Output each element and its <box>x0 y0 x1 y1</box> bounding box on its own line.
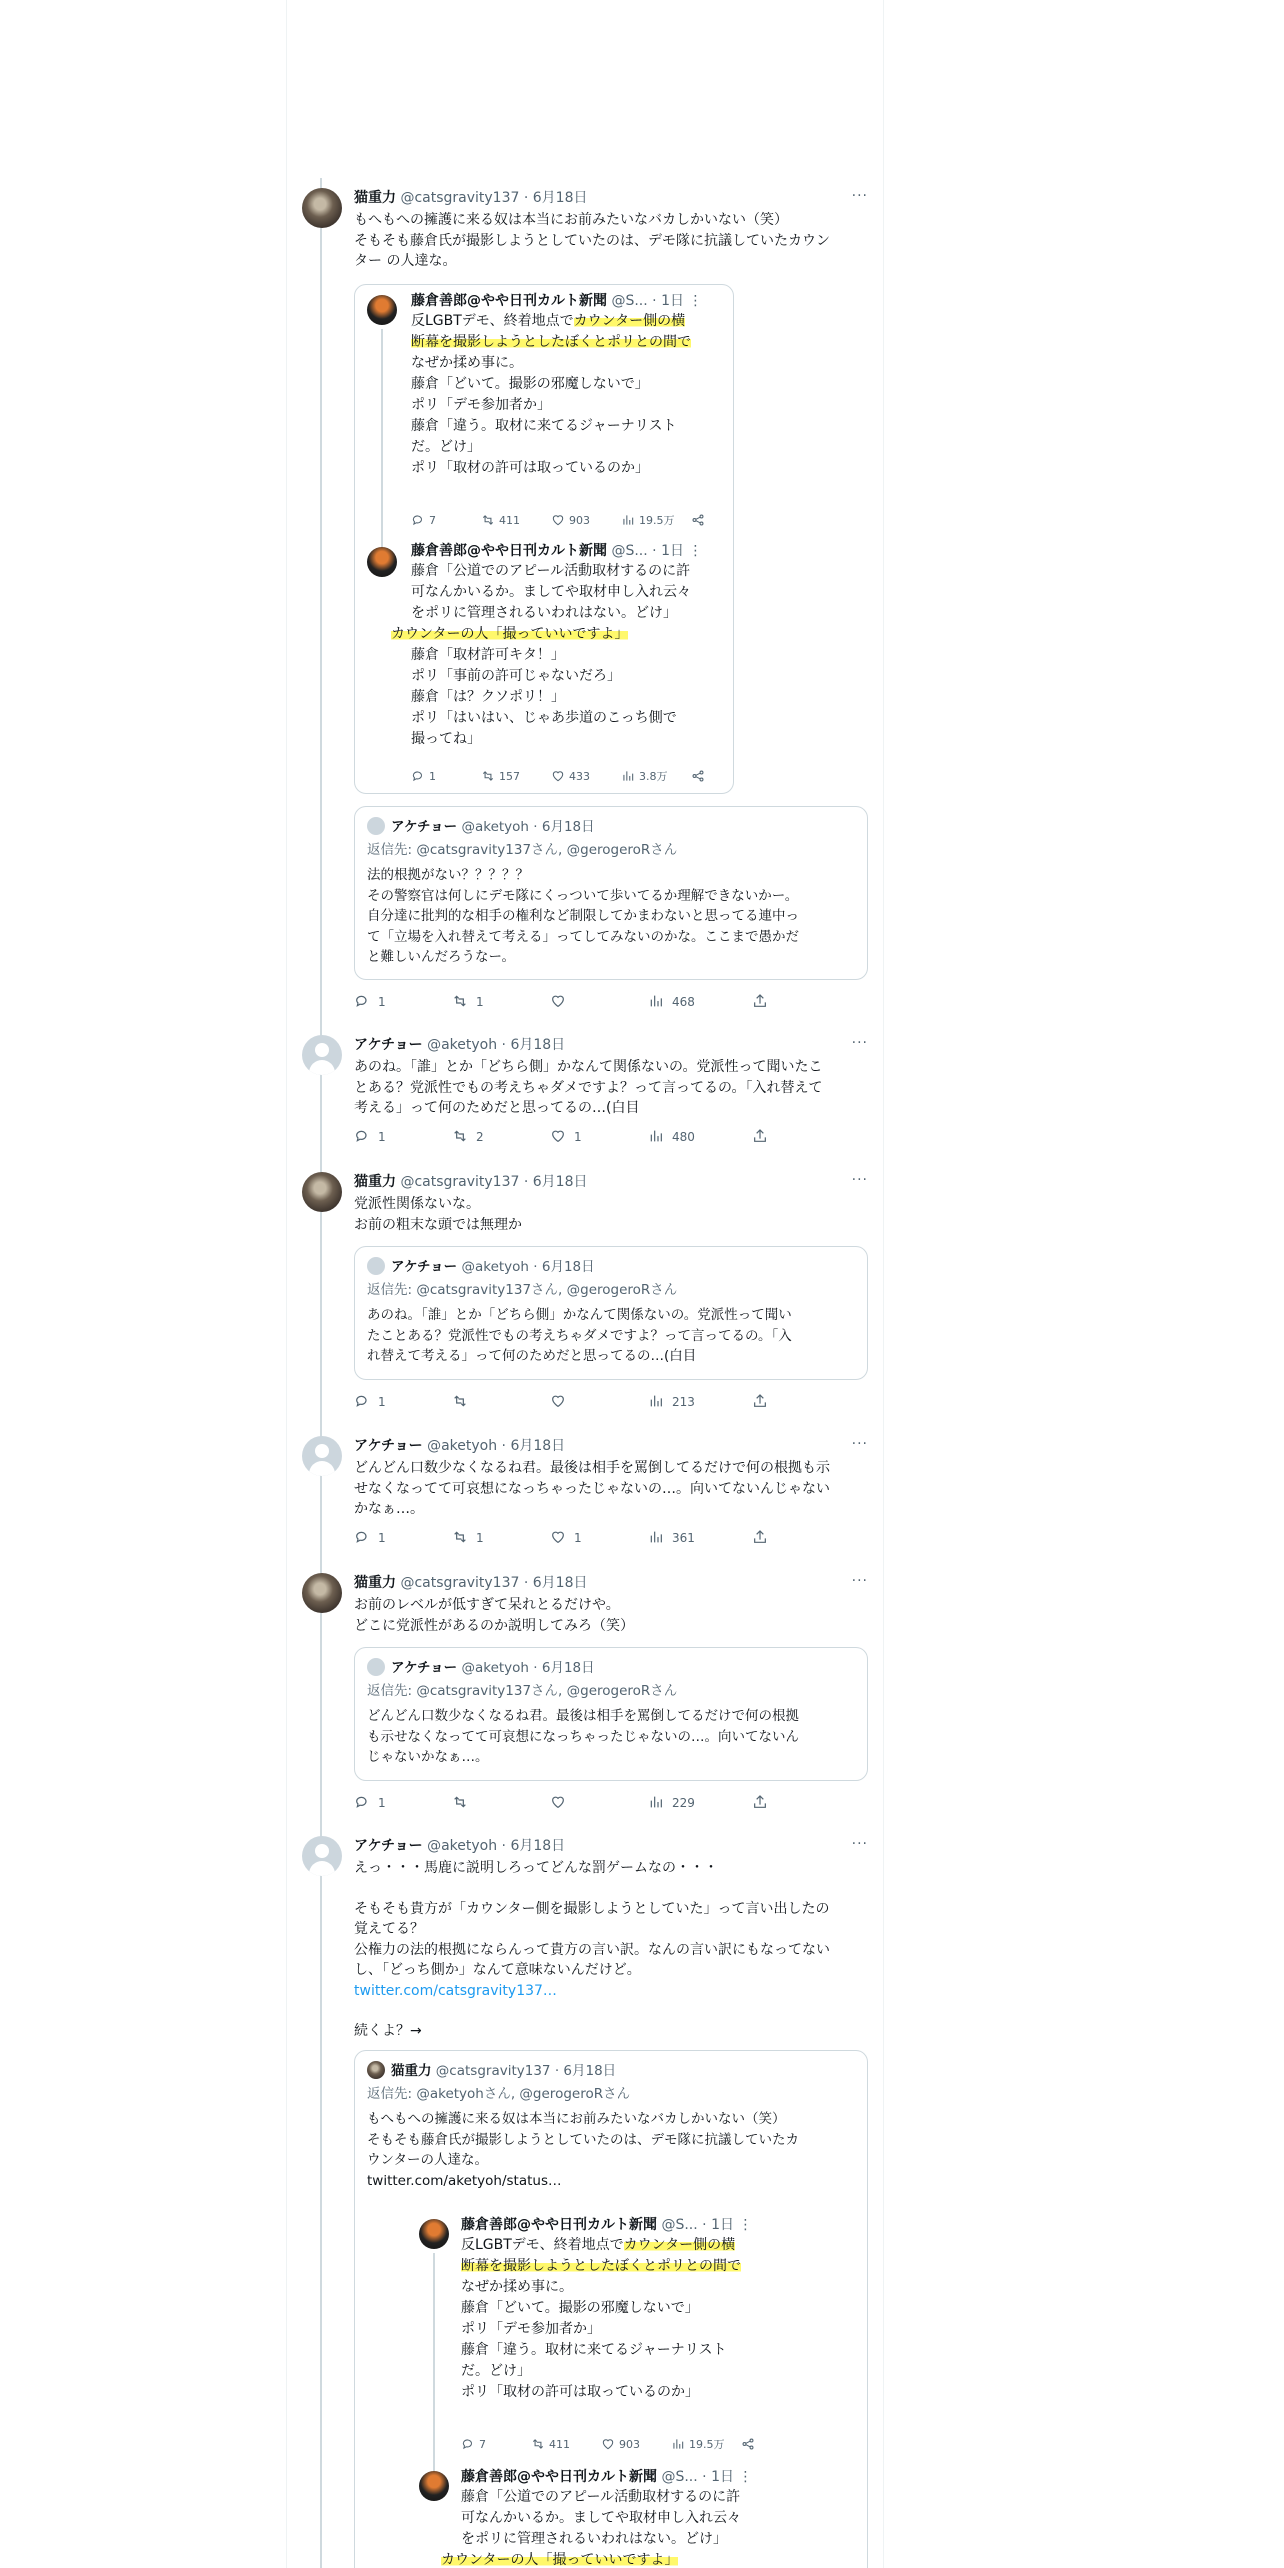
handle[interactable]: @catsgravity137 <box>400 1174 520 1190</box>
reply-button[interactable]: 1 <box>354 1127 386 1147</box>
views-icon <box>621 769 635 783</box>
views-icon <box>671 2437 685 2451</box>
reply-button[interactable]: 1 <box>354 1793 386 1813</box>
views-button[interactable]: 361 <box>648 1528 695 1548</box>
views-icon <box>648 1128 664 1144</box>
avatar <box>419 2219 449 2249</box>
reply-button[interactable]: 1 <box>354 1392 386 1412</box>
more-horizontal-icon[interactable]: ··· <box>851 1836 868 1852</box>
reply-icon <box>354 1128 370 1144</box>
more-horizontal-icon[interactable]: ··· <box>851 1035 868 1051</box>
share-button[interactable] <box>752 1528 776 1548</box>
avatar <box>367 547 397 577</box>
like-button[interactable] <box>550 1793 574 1813</box>
embed-text: 藤倉「公道でのアピール活動取材するのに許 可なんかいるか。ましてや取材申し入れ云々 をポリに管理されるいわれはない。どけ」 カウンターの人「撮っていいですよ」 <box>441 2489 741 2568</box>
timestamp[interactable]: 6月18日 <box>532 190 588 206</box>
heart-icon <box>551 513 565 527</box>
heart-icon <box>601 2437 615 2451</box>
display-name[interactable]: アケチョー <box>354 1438 423 1454</box>
retweet-icon <box>452 1393 468 1409</box>
display-name[interactable]: アケチョー <box>354 1838 423 1854</box>
heart-icon <box>550 993 566 1009</box>
display-name[interactable]: アケチョー <box>354 1037 423 1053</box>
reply-button[interactable]: 1 <box>354 992 386 1012</box>
tweet-actions <box>354 1528 794 1548</box>
share-icon <box>691 769 705 783</box>
avatar[interactable] <box>302 1836 342 1876</box>
embed-text: 反LGBTデモ、終着地点でカウンター側の横 断幕を撮影しようとしたぼくとポリとの間で なぜか揉め事に。 藤倉「どいて。撮影の邪魔しないで」 ポリ「デモ参加者か」 藤倉「違う。取材に来てるジャーナリスト だ。どけ」 ポリ「取材の許可は取っているのか」 <box>461 2237 741 2400</box>
like-button[interactable]: 1 <box>550 1127 582 1147</box>
quoted-tweet[interactable]: アケチョー @aketyoh · 6月18日 返信先: @catsgravity137さん, @gerogeroRさん あのね。「誰」とか「どちら側」かなんて関係ないの。党派性って聞い たことある？党派性でもの考えちゃダメですよ？って言ってるの。「入 れ替えて考える」って何のためだと思ってるの…(白目 <box>354 1246 868 1380</box>
retweet-icon <box>452 1128 468 1144</box>
handle[interactable]: @aketyoh <box>427 1838 498 1854</box>
views-button[interactable]: 229 <box>648 1793 695 1813</box>
avatar[interactable] <box>302 1035 342 1075</box>
display-name[interactable]: 猫重力 <box>354 190 396 206</box>
quote-text: もへもへの擁護に来る奴は本当にお前みたいなバカしかいない（笑） そもそも藤倉氏が撮影しようとしていたのは、デモ隊に抗議していたカ ウンターの人達な。 twitter.com/aketyoh/status… <box>367 2111 799 2189</box>
retweet-button[interactable] <box>452 1793 476 1813</box>
tweet-header: アケチョー @aketyoh · 6月18日 <box>354 1438 566 1454</box>
retweet-icon <box>481 513 495 527</box>
quoted-tweet[interactable]: アケチョー @aketyoh · 6月18日 返信先: @catsgravity137さん, @gerogeroRさん どんどん口数少なくなるね君。最後は相手を罵倒してるだけで何の根拠 も示せなくなってて可哀想になっちゃったじゃないの…。向いてないん じゃないかなぁ…。 <box>354 1647 868 1781</box>
tweet-actions <box>354 1127 794 1147</box>
share-button[interactable] <box>752 1793 776 1813</box>
reply-to: 返信先: @aketyohさん, @gerogeroRさん <box>367 2086 631 2102</box>
tweet-actions <box>354 992 794 1012</box>
reply-to: 返信先: @catsgravity137さん, @gerogeroRさん <box>367 1282 678 1298</box>
embedded-screenshot <box>419 2211 799 2568</box>
retweet-icon <box>452 993 468 1009</box>
embed-text: 藤倉「公道でのアピール活動取材するのに許 可なんかいるか。ましてや取材申し入れ云々 をポリに管理されるいわれはない。どけ」 カウンターの人「撮っていいですよ」 藤倉「取材許可キタ！」 ポリ「事前の許可じゃないだろ」 藤倉「は？クソポリ！」 ポリ「はいはい、じゃあ歩道のこっち側で 撮ってね」 <box>391 563 691 747</box>
avatar <box>367 1257 385 1275</box>
views-button[interactable]: 480 <box>648 1127 695 1147</box>
embed-header: 藤倉善郎@やや日刊カルト新聞 @S... · 1日 ⋮ <box>411 543 703 559</box>
reply-icon <box>461 2437 475 2451</box>
avatar <box>367 295 397 325</box>
heart-icon <box>550 1128 566 1144</box>
tweet[interactable] <box>302 1573 868 1813</box>
share-icon <box>752 1794 768 1810</box>
like-button[interactable] <box>550 1392 574 1412</box>
avatar <box>367 1658 385 1676</box>
avatar[interactable] <box>302 188 342 228</box>
timestamp[interactable]: 6月18日 <box>532 1575 588 1591</box>
avatar[interactable] <box>302 1573 342 1613</box>
timestamp[interactable]: 6月18日 <box>532 1174 588 1190</box>
tweet-header: 猫重力 @catsgravity137 · 6月18日 <box>354 190 588 206</box>
retweet-button[interactable]: 1 <box>452 992 484 1012</box>
views-icon <box>648 1393 664 1409</box>
views-icon <box>648 1794 664 1810</box>
retweet-button[interactable] <box>452 1392 476 1412</box>
more-vertical-icon: ⋮ <box>738 2469 753 2485</box>
tweet[interactable] <box>302 1035 868 1155</box>
reply-icon <box>411 513 425 527</box>
share-icon <box>752 1529 768 1545</box>
quote-text: どんどん口数少なくなるね君。最後は相手を罵倒してるだけで何の根拠 も示せなくなってて可哀想になっちゃったじゃないの…。向いてないん じゃないかなぁ…。 <box>367 1708 799 1765</box>
retweet-icon <box>481 769 495 783</box>
avatar[interactable] <box>302 1172 342 1212</box>
heart-icon <box>550 1393 566 1409</box>
more-vertical-icon: ⋮ <box>688 293 703 309</box>
share-button[interactable] <box>752 1127 776 1147</box>
views-button[interactable]: 468 <box>648 992 695 1012</box>
heart-icon <box>550 1529 566 1545</box>
tweet-actions <box>354 1392 794 1412</box>
reply-icon <box>411 769 425 783</box>
like-button[interactable]: 1 <box>550 1528 582 1548</box>
more-horizontal-icon[interactable]: ··· <box>851 188 868 204</box>
timestamp[interactable]: 6月18日 <box>510 1037 566 1053</box>
tweet-text: 党派性関係ないな。 お前の粗末な頭では無理か <box>354 1196 522 1233</box>
tweet-text: あのね。「誰」とか「どちら側」かなんて関係ないの。党派性って聞いたこ とある？党派性でもの考えちゃダメですよ？って言ってるの。「入れ替えて 考える」って何のためだと思ってるの…(白目 <box>354 1059 823 1116</box>
thread-connector-line <box>433 2253 435 2473</box>
retweet-button[interactable]: 1 <box>452 1528 484 1548</box>
timestamp[interactable]: 6月18日 <box>510 1438 566 1454</box>
reply-icon <box>354 1529 370 1545</box>
like-button[interactable] <box>550 992 574 1012</box>
tweet-actions <box>354 1793 794 1813</box>
handle[interactable]: @aketyoh <box>427 1037 498 1053</box>
embed-header: 藤倉善郎@やや日刊カルト新聞 @S... · 1日 ⋮ <box>461 2469 753 2485</box>
reply-to: 返信先: @catsgravity137さん, @gerogeroRさん <box>367 1683 678 1699</box>
quoted-tweet[interactable]: アケチョー @aketyoh · 6月18日 返信先: @catsgravity137さん, @gerogeroRさん 法的根拠がない？？？？？ その警察官は何しにデモ隊にくっついて歩いてるか理解できないかー。 自分達に批判的な相手の権利など制限してかまわないと思ってる連中っ て「立場を入れ替えて考える」ってしてみないのかな。ここまで愚かだ と難しいんだろうなー。 <box>354 806 868 980</box>
tweet-header: 猫重力 @catsgravity137 · 6月18日 <box>354 1174 588 1190</box>
retweet-icon <box>531 2437 545 2451</box>
thread-connector-line <box>381 329 383 549</box>
avatar <box>419 2471 449 2501</box>
quoted-tweet[interactable]: 猫重力 @catsgravity137 · 6月18日 返信先: @aketyohさん, @gerogeroRさん もへもへの擁護に来る奴は本当にお前みたいなバカしかいない（笑） そもそも藤倉氏が撮影しようとしていたのは、デモ隊に抗議していたカ ウンターの人達な。 twitter.com/aketyoh/status… 藤倉善郎@やや日刊カルト新聞 @S... · 1日 ⋮ 反LGBTデモ、終着地点でカウンター側の横 断幕を撮影しようとしたぼくとポリとの間で なぜか揉め事に。 藤倉「どいて。撮影の邪魔しないで」 ポリ「デモ参加者か」 藤倉「違う。取材に来てるジャーナリスト だ。どけ」 ポリ「取材の許可は取っているのか」 7 411 903 19.5万 藤倉善郎@やや日刊カルト新聞 @S... · 1日 ⋮ 藤倉「公道でのアピール活動取材するのに許 可なんかいるか。ましてや取材申し入れ云々 をポリに管理されるいわれはない。どけ」 カウンターの人「撮っていいですよ」 <box>354 2050 868 2568</box>
reply-to: 返信先: @catsgravity137さん, @gerogeroRさん <box>367 842 678 858</box>
embed-header: 藤倉善郎@やや日刊カルト新聞 @S... · 1日 ⋮ <box>411 293 703 309</box>
tweet-text: えっ・・・馬鹿に説明しろってどんな罰ゲームなの・・・ そもそも貴方が「カウンター側を撮影しようとしていた」って言い出したの 覚えてる？ 公権力の法的根拠にならんって貴方の言い訳。なんの言い訳にもなってない し、「どっち側か」なんて意味ないんだけど。 twitter.com/catsgravity137… 続くよ？→ <box>354 1860 830 2039</box>
retweet-icon <box>452 1529 468 1545</box>
embed-text: 反LGBTデモ、終着地点でカウンター側の横 断幕を撮影しようとしたぼくとポリとの間で なぜか揉め事に。 藤倉「どいて。撮影の邪魔しないで」 ポリ「デモ参加者か」 藤倉「違う。取材に来てるジャーナリスト だ。どけ」 ポリ「取材の許可は取っているのか」 <box>411 313 691 476</box>
reply-icon <box>354 1393 370 1409</box>
share-button[interactable] <box>752 1392 776 1412</box>
retweet-icon <box>452 1794 468 1810</box>
reply-icon <box>354 993 370 1009</box>
quote-text: 法的根拠がない？？？？？ その警察官は何しにデモ隊にくっついて歩いてるか理解できないかー。 自分達に批判的な相手の権利など制限してかまわないと思ってる連中っ て「立場を入れ替えて考える」ってしてみないのかな。ここまで愚かだ と難しいんだろうなー。 <box>367 867 799 965</box>
tweet[interactable] <box>302 1436 868 1556</box>
heart-icon <box>550 1794 566 1810</box>
timestamp[interactable]: 6月18日 <box>510 1838 566 1854</box>
views-icon <box>648 1529 664 1545</box>
tweet-header: アケチョー @aketyoh · 6月18日 <box>354 1037 566 1053</box>
more-horizontal-icon[interactable]: ··· <box>851 1436 868 1452</box>
tweet-header: アケチョー @aketyoh · 6月18日 <box>354 1838 566 1854</box>
heart-icon <box>551 769 565 783</box>
views-button[interactable]: 213 <box>648 1392 695 1412</box>
tweet-text: お前のレベルが低すぎて呆れとるだけや。 どこに党派性があるのか説明してみろ（笑） <box>354 1597 634 1634</box>
more-vertical-icon: ⋮ <box>688 543 703 559</box>
share-button[interactable] <box>752 992 776 1012</box>
quote-text: あのね。「誰」とか「どちら側」かなんて関係ないの。党派性って聞い たことある？党派性でもの考えちゃダメですよ？って言ってるの。「入 れ替えて考える」って何のためだと思ってるの…(白目 <box>367 1307 792 1364</box>
share-icon <box>752 1128 768 1144</box>
reply-button[interactable]: 1 <box>354 1528 386 1548</box>
share-icon <box>741 2437 755 2451</box>
avatar[interactable] <box>302 1436 342 1476</box>
more-vertical-icon: ⋮ <box>738 2217 753 2233</box>
handle[interactable]: @catsgravity137 <box>400 190 520 206</box>
reply-icon <box>354 1794 370 1810</box>
display-name[interactable]: 猫重力 <box>354 1575 396 1591</box>
embed-header: 藤倉善郎@やや日刊カルト新聞 @S... · 1日 ⋮ <box>461 2217 753 2233</box>
handle[interactable]: @catsgravity137 <box>400 1575 520 1591</box>
views-icon <box>648 993 664 1009</box>
share-icon <box>752 1393 768 1409</box>
share-icon <box>752 993 768 1009</box>
tweet-header: 猫重力 @catsgravity137 · 6月18日 <box>354 1575 588 1591</box>
tweet[interactable] <box>302 188 868 1018</box>
avatar <box>367 2061 385 2079</box>
tweet[interactable] <box>302 1172 868 1412</box>
embedded-screenshot <box>354 284 734 794</box>
avatar <box>367 817 385 835</box>
more-horizontal-icon[interactable]: ··· <box>851 1172 868 1188</box>
embed-actions: 7 411 903 19.5万 <box>461 2435 761 2453</box>
more-horizontal-icon[interactable]: ··· <box>851 1573 868 1589</box>
share-icon <box>691 513 705 527</box>
tweet-text: もへもへの擁護に来る奴は本当にお前みたいなバカしかいない（笑） そもそも藤倉氏が撮影しようとしていたのは、デモ隊に抗議していたカウン ター の人達な。 <box>354 212 830 269</box>
handle[interactable]: @aketyoh <box>427 1438 498 1454</box>
embed-actions: 7 411 903 19.5万 <box>411 511 711 529</box>
tweet[interactable] <box>302 1836 868 2568</box>
display-name[interactable]: 猫重力 <box>354 1174 396 1190</box>
retweet-button[interactable]: 2 <box>452 1127 484 1147</box>
views-icon <box>621 513 635 527</box>
tweet-link[interactable]: twitter.com/catsgravity137… <box>354 1982 557 1999</box>
tweet-text: どんどん口数少なくなるね君。最後は相手を罵倒してるだけで何の根拠も示 せなくなってて可哀想になっちゃったじゃないの…。向いてないんじゃない かなぁ…。 <box>354 1460 830 1517</box>
embed-actions: 1 157 433 3.8万 <box>411 767 711 785</box>
